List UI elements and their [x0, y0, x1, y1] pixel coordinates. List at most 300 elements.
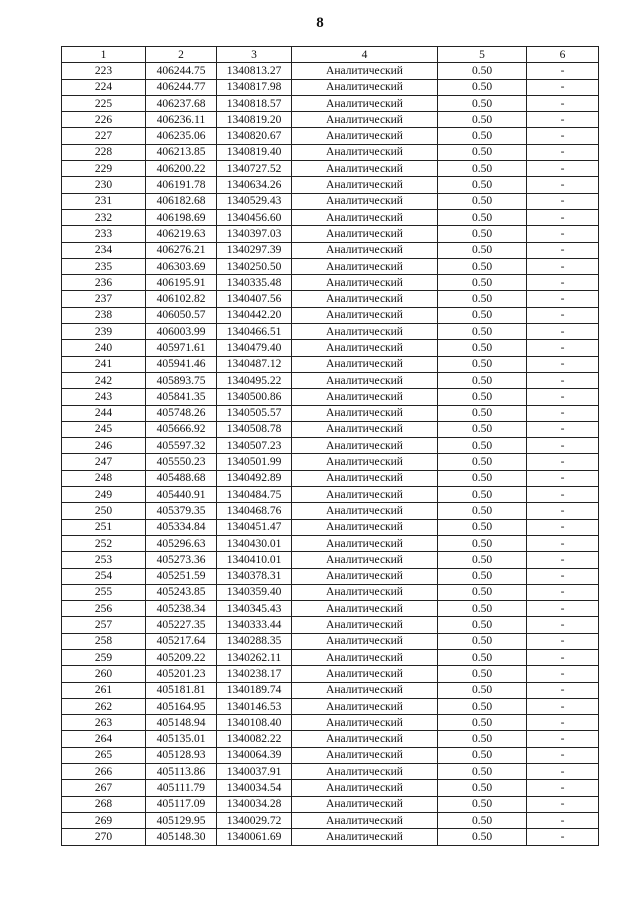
method-cell: Аналитический	[292, 519, 438, 535]
y-coordinate-cell: 1340262.11	[217, 649, 292, 665]
y-coordinate-cell: 1340430.01	[217, 535, 292, 551]
note-cell: -	[527, 258, 599, 274]
x-coordinate-cell: 406003.99	[146, 324, 217, 340]
coordinates-table	[61, 46, 599, 846]
table-row	[62, 487, 599, 503]
note-cell: -	[527, 389, 599, 405]
method-cell: Аналитический	[292, 666, 438, 682]
table-row	[62, 356, 599, 372]
method-cell: Аналитический	[292, 177, 438, 193]
accuracy-cell: 0.50	[438, 764, 527, 780]
table-row	[62, 128, 599, 144]
y-coordinate-cell: 1340819.40	[217, 144, 292, 160]
point-number-cell: 264	[62, 731, 146, 747]
point-number-cell: 257	[62, 617, 146, 633]
y-coordinate-cell: 1340484.75	[217, 487, 292, 503]
method-cell: Аналитический	[292, 438, 438, 454]
header-cell-3: 3	[217, 47, 292, 63]
y-coordinate-cell: 1340505.57	[217, 405, 292, 421]
note-cell: -	[527, 95, 599, 111]
table-row	[62, 731, 599, 747]
note-cell: -	[527, 193, 599, 209]
header-cell-1: 1	[62, 47, 146, 63]
accuracy-cell: 0.50	[438, 829, 527, 845]
table-row	[62, 812, 599, 828]
x-coordinate-cell: 406182.68	[146, 193, 217, 209]
table-row	[62, 209, 599, 225]
x-coordinate-cell: 405597.32	[146, 438, 217, 454]
x-coordinate-cell: 405841.35	[146, 389, 217, 405]
table-row	[62, 307, 599, 323]
accuracy-cell: 0.50	[438, 95, 527, 111]
point-number-cell: 233	[62, 226, 146, 242]
table-row	[62, 144, 599, 160]
method-cell: Аналитический	[292, 275, 438, 291]
method-cell: Аналитический	[292, 764, 438, 780]
accuracy-cell: 0.50	[438, 324, 527, 340]
x-coordinate-cell: 406213.85	[146, 144, 217, 160]
note-cell: -	[527, 421, 599, 437]
table-row	[62, 112, 599, 128]
point-number-cell: 255	[62, 584, 146, 600]
accuracy-cell: 0.50	[438, 584, 527, 600]
table-row	[62, 584, 599, 600]
accuracy-cell: 0.50	[438, 470, 527, 486]
y-coordinate-cell: 1340359.40	[217, 584, 292, 600]
method-cell: Аналитический	[292, 95, 438, 111]
accuracy-cell: 0.50	[438, 291, 527, 307]
accuracy-cell: 0.50	[438, 535, 527, 551]
y-coordinate-cell: 1340479.40	[217, 340, 292, 356]
point-number-cell: 236	[62, 275, 146, 291]
accuracy-cell: 0.50	[438, 682, 527, 698]
point-number-cell: 250	[62, 503, 146, 519]
method-cell: Аналитический	[292, 470, 438, 486]
y-coordinate-cell: 1340037.91	[217, 764, 292, 780]
table-row	[62, 519, 599, 535]
note-cell: -	[527, 242, 599, 258]
note-cell: -	[527, 552, 599, 568]
method-cell: Аналитический	[292, 747, 438, 763]
note-cell: -	[527, 568, 599, 584]
note-cell: -	[527, 584, 599, 600]
table-row	[62, 764, 599, 780]
table-row	[62, 226, 599, 242]
accuracy-cell: 0.50	[438, 63, 527, 79]
table-row	[62, 601, 599, 617]
accuracy-cell: 0.50	[438, 372, 527, 388]
table-row	[62, 258, 599, 274]
table-row	[62, 63, 599, 79]
method-cell: Аналитический	[292, 340, 438, 356]
point-number-cell: 261	[62, 682, 146, 698]
y-coordinate-cell: 1340727.52	[217, 161, 292, 177]
x-coordinate-cell: 405128.93	[146, 747, 217, 763]
accuracy-cell: 0.50	[438, 601, 527, 617]
y-coordinate-cell: 1340333.44	[217, 617, 292, 633]
x-coordinate-cell: 406050.57	[146, 307, 217, 323]
method-cell: Аналитический	[292, 356, 438, 372]
method-cell: Аналитический	[292, 698, 438, 714]
method-cell: Аналитический	[292, 552, 438, 568]
y-coordinate-cell: 1340487.12	[217, 356, 292, 372]
y-coordinate-cell: 1340466.51	[217, 324, 292, 340]
note-cell: -	[527, 226, 599, 242]
table-row	[62, 438, 599, 454]
table-row	[62, 829, 599, 845]
accuracy-cell: 0.50	[438, 128, 527, 144]
x-coordinate-cell: 405227.35	[146, 617, 217, 633]
accuracy-cell: 0.50	[438, 340, 527, 356]
x-coordinate-cell: 405748.26	[146, 405, 217, 421]
point-number-cell: 231	[62, 193, 146, 209]
x-coordinate-cell: 405893.75	[146, 372, 217, 388]
method-cell: Аналитический	[292, 161, 438, 177]
note-cell: -	[527, 291, 599, 307]
y-coordinate-cell: 1340297.39	[217, 242, 292, 258]
y-coordinate-cell: 1340507.23	[217, 438, 292, 454]
accuracy-cell: 0.50	[438, 193, 527, 209]
note-cell: -	[527, 633, 599, 649]
accuracy-cell: 0.50	[438, 144, 527, 160]
x-coordinate-cell: 406244.75	[146, 63, 217, 79]
method-cell: Аналитический	[292, 584, 438, 600]
table-row	[62, 780, 599, 796]
point-number-cell: 228	[62, 144, 146, 160]
method-cell: Аналитический	[292, 128, 438, 144]
point-number-cell: 268	[62, 796, 146, 812]
y-coordinate-cell: 1340082.22	[217, 731, 292, 747]
point-number-cell: 242	[62, 372, 146, 388]
x-coordinate-cell: 405148.94	[146, 715, 217, 731]
x-coordinate-cell: 405243.85	[146, 584, 217, 600]
table-row	[62, 633, 599, 649]
y-coordinate-cell: 1340061.69	[217, 829, 292, 845]
table-row	[62, 324, 599, 340]
note-cell: -	[527, 764, 599, 780]
accuracy-cell: 0.50	[438, 161, 527, 177]
x-coordinate-cell: 405217.64	[146, 633, 217, 649]
note-cell: -	[527, 144, 599, 160]
table-row	[62, 698, 599, 714]
table-row	[62, 715, 599, 731]
note-cell: -	[527, 161, 599, 177]
x-coordinate-cell: 406219.63	[146, 226, 217, 242]
note-cell: -	[527, 796, 599, 812]
note-cell: -	[527, 307, 599, 323]
accuracy-cell: 0.50	[438, 649, 527, 665]
header-cell-2: 2	[146, 47, 217, 63]
method-cell: Аналитический	[292, 421, 438, 437]
x-coordinate-cell: 405440.91	[146, 487, 217, 503]
table-body	[62, 63, 599, 845]
accuracy-cell: 0.50	[438, 519, 527, 535]
method-cell: Аналитический	[292, 601, 438, 617]
method-cell: Аналитический	[292, 307, 438, 323]
x-coordinate-cell: 405129.95	[146, 812, 217, 828]
note-cell: -	[527, 780, 599, 796]
y-coordinate-cell: 1340820.67	[217, 128, 292, 144]
y-coordinate-cell: 1340468.76	[217, 503, 292, 519]
table-row	[62, 747, 599, 763]
method-cell: Аналитический	[292, 112, 438, 128]
note-cell: -	[527, 666, 599, 682]
point-number-cell: 238	[62, 307, 146, 323]
x-coordinate-cell: 406200.22	[146, 161, 217, 177]
point-number-cell: 226	[62, 112, 146, 128]
y-coordinate-cell: 1340819.20	[217, 112, 292, 128]
note-cell: -	[527, 698, 599, 714]
point-number-cell: 246	[62, 438, 146, 454]
point-number-cell: 263	[62, 715, 146, 731]
table-row	[62, 454, 599, 470]
accuracy-cell: 0.50	[438, 112, 527, 128]
method-cell: Аналитический	[292, 617, 438, 633]
method-cell: Аналитический	[292, 780, 438, 796]
accuracy-cell: 0.50	[438, 226, 527, 242]
note-cell: -	[527, 535, 599, 551]
header-row	[62, 47, 599, 63]
accuracy-cell: 0.50	[438, 666, 527, 682]
point-number-cell: 225	[62, 95, 146, 111]
y-coordinate-cell: 1340335.48	[217, 275, 292, 291]
y-coordinate-cell: 1340189.74	[217, 682, 292, 698]
note-cell: -	[527, 617, 599, 633]
note-cell: -	[527, 731, 599, 747]
table-row	[62, 291, 599, 307]
note-cell: -	[527, 177, 599, 193]
y-coordinate-cell: 1340397.03	[217, 226, 292, 242]
accuracy-cell: 0.50	[438, 275, 527, 291]
x-coordinate-cell: 406276.21	[146, 242, 217, 258]
point-number-cell: 235	[62, 258, 146, 274]
note-cell: -	[527, 356, 599, 372]
point-number-cell: 270	[62, 829, 146, 845]
x-coordinate-cell: 406102.82	[146, 291, 217, 307]
point-number-cell: 240	[62, 340, 146, 356]
note-cell: -	[527, 747, 599, 763]
method-cell: Аналитический	[292, 291, 438, 307]
method-cell: Аналитический	[292, 503, 438, 519]
method-cell: Аналитический	[292, 454, 438, 470]
y-coordinate-cell: 1340500.86	[217, 389, 292, 405]
x-coordinate-cell: 405209.22	[146, 649, 217, 665]
note-cell: -	[527, 275, 599, 291]
accuracy-cell: 0.50	[438, 177, 527, 193]
y-coordinate-cell: 1340108.40	[217, 715, 292, 731]
x-coordinate-cell: 405379.35	[146, 503, 217, 519]
point-number-cell: 245	[62, 421, 146, 437]
x-coordinate-cell: 405488.68	[146, 470, 217, 486]
note-cell: -	[527, 649, 599, 665]
y-coordinate-cell: 1340034.28	[217, 796, 292, 812]
y-coordinate-cell: 1340029.72	[217, 812, 292, 828]
x-coordinate-cell: 405111.79	[146, 780, 217, 796]
note-cell: -	[527, 454, 599, 470]
method-cell: Аналитический	[292, 649, 438, 665]
note-cell: -	[527, 519, 599, 535]
y-coordinate-cell: 1340064.39	[217, 747, 292, 763]
point-number-cell: 247	[62, 454, 146, 470]
point-number-cell: 243	[62, 389, 146, 405]
x-coordinate-cell: 405113.86	[146, 764, 217, 780]
x-coordinate-cell: 406237.68	[146, 95, 217, 111]
x-coordinate-cell: 405941.46	[146, 356, 217, 372]
method-cell: Аналитический	[292, 193, 438, 209]
point-number-cell: 241	[62, 356, 146, 372]
table-row	[62, 161, 599, 177]
note-cell: -	[527, 209, 599, 225]
method-cell: Аналитический	[292, 258, 438, 274]
y-coordinate-cell: 1340378.31	[217, 568, 292, 584]
point-number-cell: 229	[62, 161, 146, 177]
point-number-cell: 237	[62, 291, 146, 307]
accuracy-cell: 0.50	[438, 405, 527, 421]
table-row	[62, 666, 599, 682]
accuracy-cell: 0.50	[438, 79, 527, 95]
point-number-cell: 259	[62, 649, 146, 665]
header-cell-4: 4	[292, 47, 438, 63]
table-row	[62, 95, 599, 111]
table-row	[62, 193, 599, 209]
accuracy-cell: 0.50	[438, 356, 527, 372]
accuracy-cell: 0.50	[438, 747, 527, 763]
table-header	[62, 47, 599, 63]
table-row	[62, 405, 599, 421]
y-coordinate-cell: 1340813.27	[217, 63, 292, 79]
x-coordinate-cell: 405117.09	[146, 796, 217, 812]
y-coordinate-cell: 1340410.01	[217, 552, 292, 568]
accuracy-cell: 0.50	[438, 568, 527, 584]
x-coordinate-cell: 405971.61	[146, 340, 217, 356]
point-number-cell: 230	[62, 177, 146, 193]
point-number-cell: 260	[62, 666, 146, 682]
accuracy-cell: 0.50	[438, 731, 527, 747]
y-coordinate-cell: 1340508.78	[217, 421, 292, 437]
header-cell-5: 5	[438, 47, 527, 63]
y-coordinate-cell: 1340634.26	[217, 177, 292, 193]
point-number-cell: 256	[62, 601, 146, 617]
accuracy-cell: 0.50	[438, 487, 527, 503]
method-cell: Аналитический	[292, 633, 438, 649]
accuracy-cell: 0.50	[438, 421, 527, 437]
point-number-cell: 265	[62, 747, 146, 763]
accuracy-cell: 0.50	[438, 389, 527, 405]
table-row	[62, 79, 599, 95]
table-row	[62, 682, 599, 698]
table-row	[62, 389, 599, 405]
y-coordinate-cell: 1340250.50	[217, 258, 292, 274]
accuracy-cell: 0.50	[438, 715, 527, 731]
point-number-cell: 244	[62, 405, 146, 421]
point-number-cell: 258	[62, 633, 146, 649]
y-coordinate-cell: 1340495.22	[217, 372, 292, 388]
note-cell: -	[527, 112, 599, 128]
method-cell: Аналитический	[292, 79, 438, 95]
method-cell: Аналитический	[292, 226, 438, 242]
x-coordinate-cell: 406235.06	[146, 128, 217, 144]
method-cell: Аналитический	[292, 568, 438, 584]
method-cell: Аналитический	[292, 63, 438, 79]
note-cell: -	[527, 715, 599, 731]
note-cell: -	[527, 829, 599, 845]
note-cell: -	[527, 601, 599, 617]
point-number-cell: 253	[62, 552, 146, 568]
point-number-cell: 248	[62, 470, 146, 486]
note-cell: -	[527, 63, 599, 79]
y-coordinate-cell: 1340345.43	[217, 601, 292, 617]
y-coordinate-cell: 1340407.56	[217, 291, 292, 307]
method-cell: Аналитический	[292, 731, 438, 747]
note-cell: -	[527, 372, 599, 388]
x-coordinate-cell: 405164.95	[146, 698, 217, 714]
note-cell: -	[527, 79, 599, 95]
method-cell: Аналитический	[292, 372, 438, 388]
method-cell: Аналитический	[292, 405, 438, 421]
accuracy-cell: 0.50	[438, 617, 527, 633]
table-row	[62, 503, 599, 519]
accuracy-cell: 0.50	[438, 503, 527, 519]
method-cell: Аналитический	[292, 242, 438, 258]
method-cell: Аналитический	[292, 389, 438, 405]
method-cell: Аналитический	[292, 324, 438, 340]
accuracy-cell: 0.50	[438, 796, 527, 812]
accuracy-cell: 0.50	[438, 242, 527, 258]
table-row	[62, 617, 599, 633]
accuracy-cell: 0.50	[438, 552, 527, 568]
accuracy-cell: 0.50	[438, 698, 527, 714]
point-number-cell: 224	[62, 79, 146, 95]
y-coordinate-cell: 1340817.98	[217, 79, 292, 95]
y-coordinate-cell: 1340529.43	[217, 193, 292, 209]
table-row	[62, 372, 599, 388]
method-cell: Аналитический	[292, 144, 438, 160]
table-row	[62, 177, 599, 193]
x-coordinate-cell: 406198.69	[146, 209, 217, 225]
x-coordinate-cell: 405201.23	[146, 666, 217, 682]
note-cell: -	[527, 682, 599, 698]
note-cell: -	[527, 438, 599, 454]
table-row	[62, 649, 599, 665]
y-coordinate-cell: 1340034.54	[217, 780, 292, 796]
page-number: 8	[316, 15, 324, 31]
note-cell: -	[527, 503, 599, 519]
accuracy-cell: 0.50	[438, 258, 527, 274]
accuracy-cell: 0.50	[438, 438, 527, 454]
method-cell: Аналитический	[292, 715, 438, 731]
note-cell: -	[527, 812, 599, 828]
table-row	[62, 421, 599, 437]
point-number-cell: 267	[62, 780, 146, 796]
accuracy-cell: 0.50	[438, 209, 527, 225]
note-cell: -	[527, 405, 599, 421]
point-number-cell: 252	[62, 535, 146, 551]
method-cell: Аналитический	[292, 829, 438, 845]
method-cell: Аналитический	[292, 812, 438, 828]
y-coordinate-cell: 1340456.60	[217, 209, 292, 225]
accuracy-cell: 0.50	[438, 812, 527, 828]
table-row	[62, 796, 599, 812]
method-cell: Аналитический	[292, 682, 438, 698]
point-number-cell: 234	[62, 242, 146, 258]
x-coordinate-cell: 405148.30	[146, 829, 217, 845]
point-number-cell: 249	[62, 487, 146, 503]
point-number-cell: 223	[62, 63, 146, 79]
table-row	[62, 242, 599, 258]
note-cell: -	[527, 324, 599, 340]
y-coordinate-cell: 1340288.35	[217, 633, 292, 649]
note-cell: -	[527, 487, 599, 503]
